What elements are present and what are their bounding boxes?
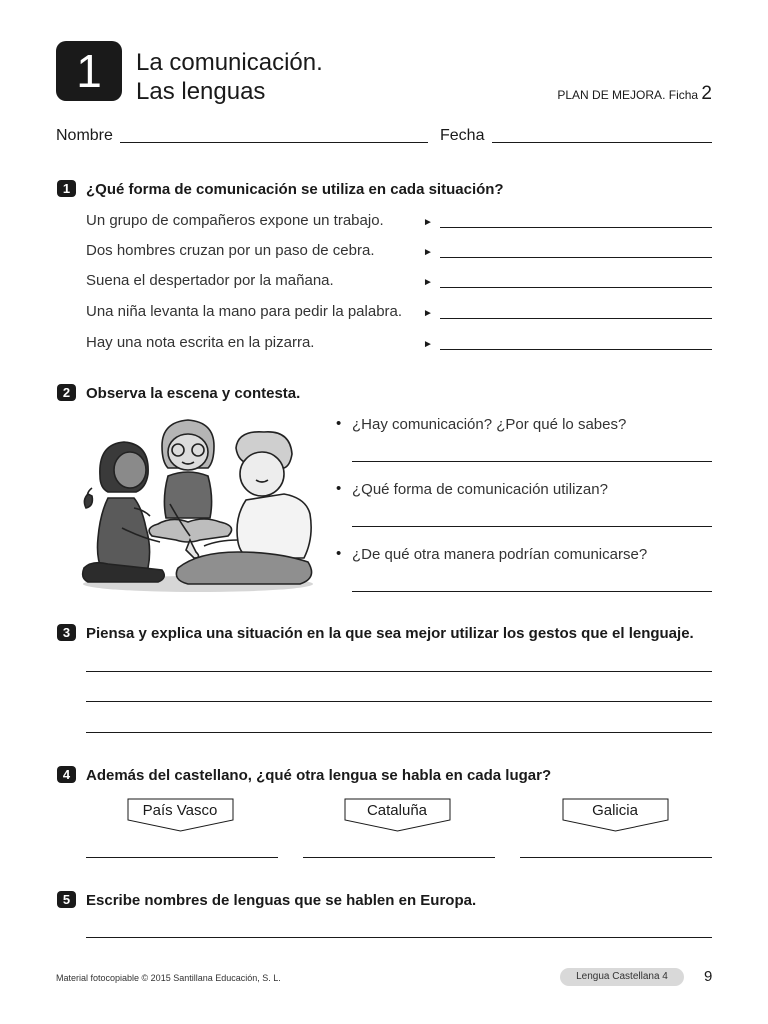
arrow-right-icon: ► [423,308,433,319]
galicia-answer-line[interactable] [520,857,712,858]
page-title-line1: La comunicación. [136,49,323,76]
exercise-5-number: 5 [57,891,76,908]
question-3: ¿De qué otra manera podrían comunicarse? [352,546,648,563]
exercise-1-number: 1 [57,180,76,197]
date-answer-line[interactable] [492,142,712,143]
arrow-right-icon: ► [423,339,433,350]
name-label: Nombre [56,127,113,144]
exercise-5-answer-line[interactable] [86,937,712,938]
children-talking-illustration [78,418,318,594]
situation-5-answer-line[interactable] [440,349,712,350]
exercise-3-answer-line-2[interactable] [86,701,712,702]
worksheet-label [557,83,712,105]
page-title-line2: Las lenguas [136,78,266,105]
cataluna-answer-line[interactable] [303,857,495,858]
arrow-right-icon: ► [423,277,433,288]
arrow-right-icon: ► [423,247,433,258]
situation-2-answer-line[interactable] [440,257,712,258]
situation-2: Dos hombres cruzan por un paso de cebra. [86,242,375,259]
plan-label: PLAN DE MEJORA. Ficha [557,88,699,102]
pais-vasco-answer-line[interactable] [86,857,278,858]
question-2-answer-line[interactable] [352,526,712,527]
question-1-answer-line[interactable] [352,461,712,462]
region-label-cataluna [344,798,450,832]
exercise-4-title: Además del castellano, ¿qué otra lengua se habla en cada lugar? [86,767,552,784]
question-2: ¿Qué forma de comunicación utilizan? [352,481,608,498]
question-2-bullet: • [336,480,342,497]
book-title-badge: Lengua Castellana 4 [560,968,684,986]
copyright-notice: Material fotocopiable © 2015 Santillana Educación, S. L. [56,973,281,983]
situation-4: Una niña levanta la mano para pedir la palabra. [86,303,403,320]
situation-3: Suena el despertador por la mañana. [86,272,334,289]
situation-5: Hay una nota escrita en la pizarra. [86,334,315,351]
question-1-bullet: • [336,415,342,432]
date-label: Fecha [440,127,485,144]
region-name: Cataluña [366,802,428,819]
question-3-answer-line[interactable] [352,591,712,592]
situation-3-answer-line[interactable] [440,287,712,288]
exercise-3-answer-line-1[interactable] [86,671,712,672]
exercise-2-title: Observa la escena y contesta. [86,385,301,402]
region-label-galicia [562,798,668,832]
unit-number-badge: 1 [56,41,122,101]
exercise-4-number: 4 [57,766,76,783]
page-number: 9 [704,968,713,985]
situation-4-answer-line[interactable] [440,318,712,319]
question-1: ¿Hay comunicación? ¿Por qué lo sabes? [352,416,627,433]
region-label-pais-vasco [127,798,233,832]
exercise-1-title: ¿Qué forma de comunicación se utiliza en cada situación? [86,181,504,198]
exercise-2-number: 2 [57,384,76,401]
region-name: País Vasco [142,802,218,819]
situation-1-answer-line[interactable] [440,227,712,228]
arrow-right-icon: ► [423,217,433,228]
exercise-3-number: 3 [57,624,76,641]
exercise-3-answer-line-3[interactable] [86,732,712,733]
question-3-bullet: • [336,545,342,562]
exercise-3-title: Piensa y explica una situación en la que sea mejor utilizar los gestos que el lenguaje. [86,625,694,642]
situation-1: Un grupo de compañeros expone un trabajo. [86,212,384,229]
name-answer-line[interactable] [120,142,428,143]
exercise-5-title: Escribe nombres de lenguas que se hablen en Europa. [86,892,477,909]
plan-number: 2 [701,83,712,104]
region-name: Galicia [592,802,638,819]
